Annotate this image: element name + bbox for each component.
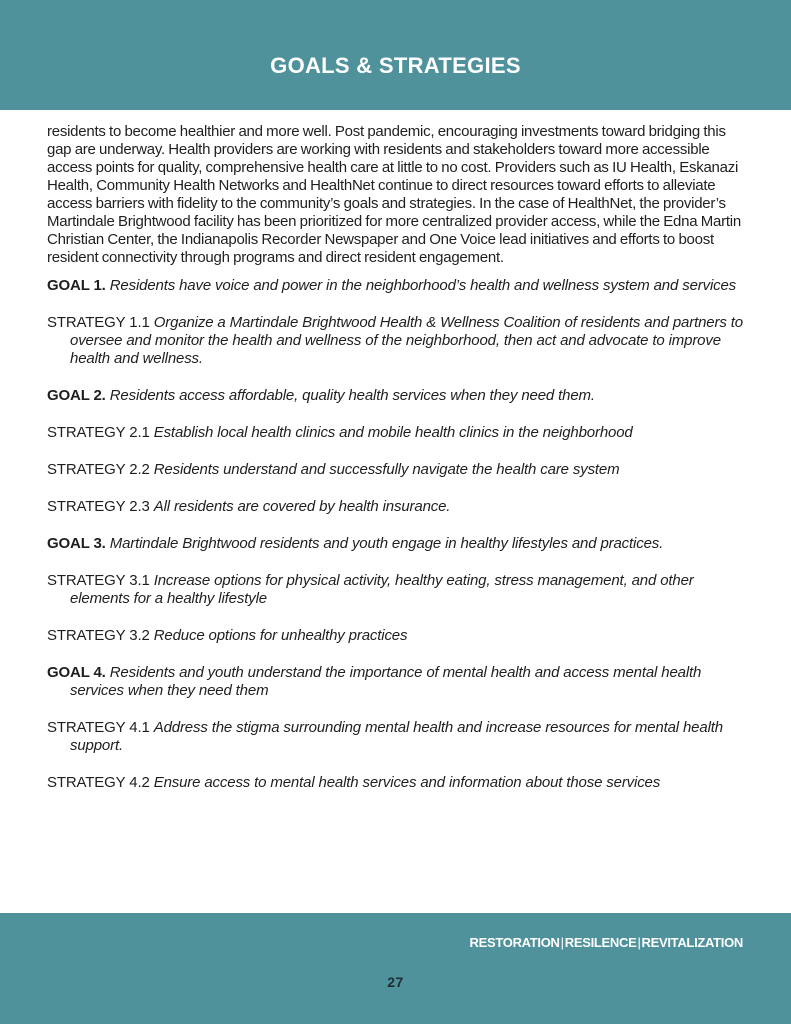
tagline-separator: | [637, 935, 641, 950]
strategy-3-2 [47, 627, 747, 645]
strategy-1-1 [47, 314, 747, 368]
tagline-revitalization: REVITALIZATION [641, 935, 743, 950]
strategy-2-1 [47, 424, 747, 442]
strategy-text: Reduce options for unhealthy practices [153, 627, 408, 644]
strategy-label: STRATEGY 2.2 [47, 461, 150, 478]
strategy-4-2 [47, 774, 747, 792]
intro-paragraph: residents to become healthier and more well. Post pandemic, encouraging investments toward bridging this gap are underway. Health providers are working with residents and stakeholders toward more accessible access points for quality, comprehensive health care at little to no cost. Providers such as IU Health, Eskanazi Health, Community Health Networks and HealthNet continue to direct resources toward efforts to alleviate access barriers with fidelity to the community’s goals and strategies. In the case of HealthNet, the provider’s Martindale Brightwood facility has been prioritized for more centralized provider access, while the Edna Martin Christian Center, the Indianapolis Recorder Newspaper and One Voice lead initiatives and efforts to boost resident connectivity through programs and direct resident engagement. [47, 123, 741, 266]
goal-label: GOAL 3. [47, 535, 106, 552]
goal-3 [47, 535, 747, 553]
strategy-label: STRATEGY 2.3 [47, 498, 150, 515]
page-header [0, 0, 791, 110]
goal-2 [47, 387, 747, 405]
goal-4 [47, 664, 747, 700]
strategy-2-2 [47, 461, 747, 479]
strategy-text: All residents are covered by health insurance. [153, 498, 451, 515]
goal-label: GOAL 1. [47, 277, 106, 294]
page-number: 27 [387, 974, 404, 990]
tagline-resilence: RESILENCE [564, 935, 637, 950]
strategy-text: Residents understand and successfully navigate the health care system [153, 461, 620, 478]
strategy-label: STRATEGY 1.1 [47, 314, 150, 331]
strategy-text: Organize a Martindale Brightwood Health & Wellness Coalition of residents and partners to oversee and monitor the health and wellness of the neighborhood, then act and advocate to improve health and wellness. [70, 314, 743, 367]
goal-label: GOAL 4. [47, 664, 106, 681]
goal-text: Residents access affordable, quality health services when they need them. [109, 387, 595, 404]
page-title: GOALS & STRATEGIES [270, 53, 521, 78]
strategy-label: STRATEGY 2.1 [47, 424, 150, 441]
strategy-text: Ensure access to mental health services and information about those services [153, 774, 661, 791]
strategy-2-3 [47, 498, 747, 516]
tagline-restoration: RESTORATION [469, 935, 560, 950]
strategy-text: Increase options for physical activity, healthy eating, stress management, and other elements for a healthy lifestyle [70, 572, 694, 607]
strategy-text: Address the stigma surrounding mental health and increase resources for mental health support. [70, 719, 723, 754]
goal-label: GOAL 2. [47, 387, 106, 404]
strategy-label: STRATEGY 3.1 [47, 572, 150, 589]
goal-1 [47, 277, 747, 295]
strategy-3-1 [47, 572, 747, 608]
tagline-separator: | [560, 935, 564, 950]
goal-text: Residents have voice and power in the neighborhood’s health and wellness system and services [109, 277, 737, 294]
strategy-label: STRATEGY 4.1 [47, 719, 150, 736]
goal-text: Martindale Brightwood residents and youth engage in healthy lifestyles and practices. [109, 535, 664, 552]
footer-tagline [470, 935, 743, 950]
strategy-text: Establish local health clinics and mobile health clinics in the neighborhood [153, 424, 633, 441]
strategy-4-1 [47, 719, 747, 755]
page-footer [0, 913, 791, 1024]
strategy-label: STRATEGY 4.2 [47, 774, 150, 791]
goal-text: Residents and youth understand the importance of mental health and access mental health services when they need them [70, 664, 702, 699]
document-body [47, 123, 747, 811]
strategy-label: STRATEGY 3.2 [47, 627, 150, 644]
